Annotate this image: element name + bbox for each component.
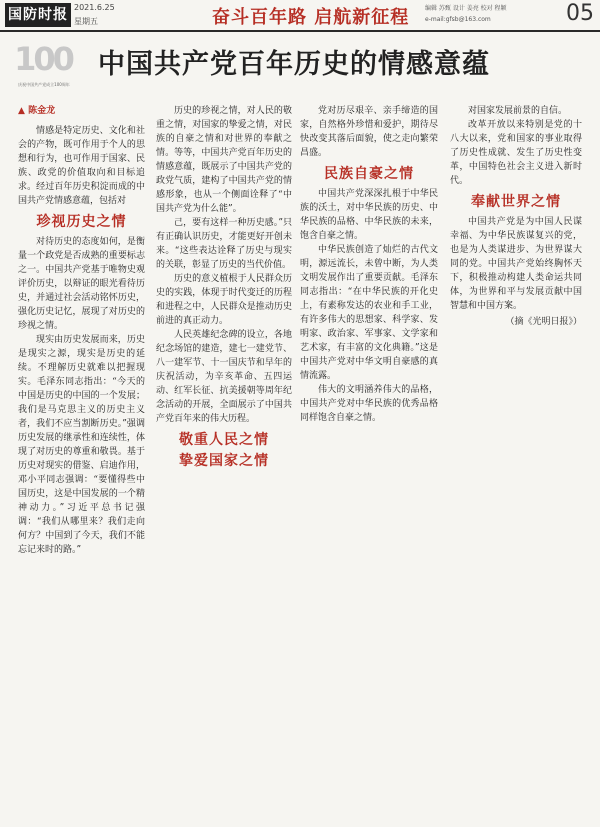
series-title: 奋斗百年路 启航新征程 — [212, 7, 410, 28]
paragraph: 中华民族创造了灿烂的古代文明，源远流长，未曾中断，为人类文明发展作出了重要贡献。毛泽东同志指出：“在中华民族的开化史上，有素称发达的农业和手工业，有许多伟大的思想家、科学家、发明家、政治家、军事家、文学家和艺术家，有丰富的文化典籍。”这是中国共产党对中华文明自豪感的真情流露。 — [300, 245, 438, 381]
paragraph: 伟大的文明涵养伟大的品格，中国共产党对中华民族的优秀品格同样饱含自豪之情。 — [300, 385, 438, 423]
section-heading-history: 珍视历史之情 — [36, 214, 127, 230]
paragraph: 对国家发展前景的自信。 — [468, 106, 568, 116]
column-4 — [450, 104, 582, 809]
paragraph: 历史的珍视之情，对人民的敬重之情，对国家的挚爱之情，对民族的自豪之情和对世界的奉献之情。等等，中国共产党百年历史的情感意蕴，既展示了中国共产党的政党气质，建构了中国共产党的情感形象，也从一个侧面诠释了“中国共产党为什么能”。 — [156, 106, 292, 214]
paragraph: 改革开放以来特别是党的十八大以来，党和国家的事业取得了历史性成就、发生了历史性变革，中国特色社会主义进入新时代。 — [450, 120, 582, 186]
newspaper-logo: 国防时报 — [5, 3, 71, 27]
section-heading-world: 奉献世界之情 — [471, 194, 561, 210]
article-source: （摘《光明日报》） — [505, 317, 582, 327]
emblem-number: 100 — [14, 40, 72, 78]
lead-paragraph: 情感是特定历史、文化和社会的产物，既可作用于个人的思想和行为，也可作用于国家、民族、政党的价值取向和目标追求。经过百年历史积淀而成的中国共产党情感意蕴，包括对 — [18, 126, 145, 206]
column-3 — [300, 104, 438, 809]
paragraph: 人民英雄纪念碑的设立，各地纪念场馆的建造，建七一建党节、八一建军节、十一国庆节和早年的庆祝活动，为辛亥革命、五四运动、红军长征、抗美援朝等周年纪念活动的开展，全面展示了中国共产党百年来的伟大历程。 — [156, 330, 292, 424]
column-1 — [18, 104, 145, 809]
page-number: 05 — [566, 1, 594, 26]
section-heading-people: 敬重人民之情 — [179, 432, 269, 448]
paragraph: 中国共产党是为中国人民谋幸福、为中华民族谋复兴的党，也是为人类谋进步、为世界谋大同的党。中国共产党始终胸怀天下，积极推动构建人类命运共同体，为世界和平与发展贡献中国智慧和中国方案。 — [450, 217, 582, 311]
centenary-emblem — [13, 42, 73, 90]
paragraph: 对待历史的态度如何，是衡量一个政党是否成熟的重要标志之一。中国共产党基于唯物史观评价历史，以辩证的眼光看待历史，并通过社会活动铭怀历史，强化历史记忆，展现了对历史的珍视之情。 — [18, 237, 145, 331]
contact-email: e-mail:gfsb@163.com — [425, 16, 491, 23]
section-heading-nation: 民族自豪之情 — [324, 166, 414, 182]
issue-date: 2021.6.25 — [74, 3, 115, 12]
emblem-caption: 庆祝中国共产党成立100周年 — [18, 82, 70, 87]
paragraph: 己，要有这样一种历史感。”只有正确认识历史，才能更好开创未来。“这些表达诠释了历史与现实的关联，彰显了历史的当代价值。 — [156, 218, 292, 270]
author-name: 陈金龙 — [28, 106, 56, 116]
paragraph: 历史的意义植根于人民群众历史的实践，体现于时代变迁的历程和进程之中，人民群众是推动历史前进的真正动力。 — [156, 274, 292, 326]
section-heading-country: 挚爱国家之情 — [179, 453, 269, 469]
issue-day: 星期五 — [74, 17, 98, 26]
paragraph: 中国共产党深深扎根于中华民族的沃土，对中华民族的历史、中华民族的品格、中华民族的未来，饱含自豪之情。 — [300, 189, 438, 241]
author-byline: ▲ 陈金龙 — [18, 106, 56, 116]
paragraph: 党对历尽艰辛、亲手缔造的国家，自然格外珍惜和爱护，期待尽快改变其落后面貌，使之走向繁荣昌盛。 — [300, 106, 438, 158]
editor-credits: 编辑 苏甄 设计 姜亮 校对 程颖 — [425, 5, 507, 12]
column-2 — [156, 104, 292, 809]
masthead — [0, 0, 600, 32]
article-headline: 中国共产党百年历史的情感意蕴 — [98, 49, 490, 80]
paragraph: 现实由历史发展而来，历史是现实之源，现实是历史的延续。不理解历史就难以把握现实。毛泽东同志指出：“今天的中国是历史的中国的一个发展；我们是马克思主义的历史主义者，我们不应当割断历史。”强调历史发展的继承性和连续性，体现了对历史的尊重和敬畏。基于历史对现实的借鉴、启迪作用，邓小平同志强调：“要懂得些中国历史，这是中国发展的一个精神动力。”习近平总书记强调：“我们从哪里来？我们走向何方？中国到了今天，我们不能忘记来时的路。” — [18, 335, 145, 555]
